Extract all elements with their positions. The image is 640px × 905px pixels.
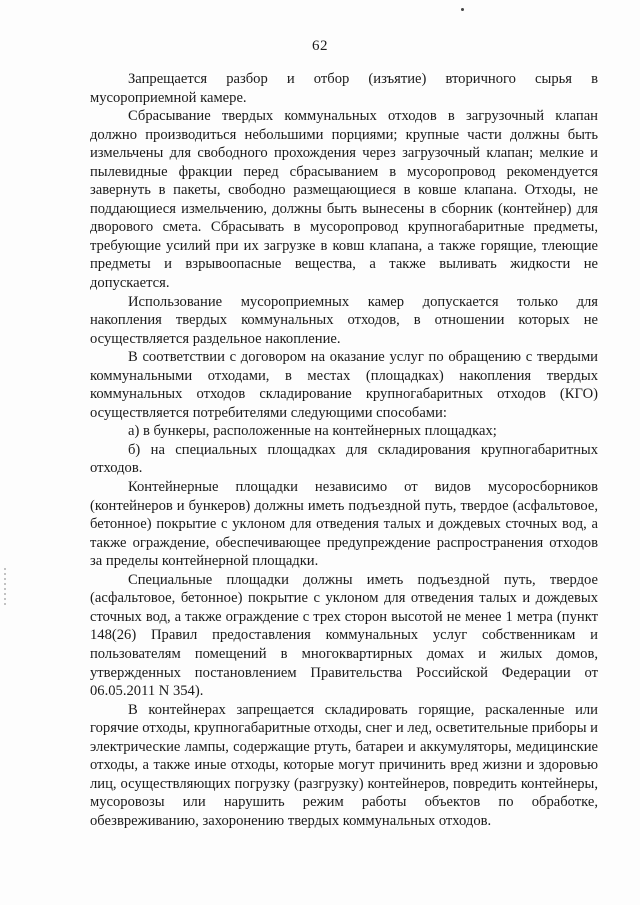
paragraph-special-sites: Специальные площадки должны иметь подъездной путь, твердое (асфальтовое, бетонное) покрытие с уклоном для отведения талых и дождевых сточных вод, а также ограждение с трех сторон высотой не менее 1 метра (пункт 148(26) Правил предоставления коммунальных услуг собственникам и пользователям помещений в многоквартирных домах и жилых домов, утвержденных постановлением Правительства Российской Федерации от 06.05.2011 N 354). (90, 571, 598, 700)
paragraph-disposal-rules: Сбрасывание твердых коммунальных отходов в загрузочный клапан должно производиться небольшими порциями; крупные части должны быть измельчены для свободного прохождения через загрузочный клапан; мелкие и пылевидные фракции перед сбрасыванием в мусоропровод рекомендуется завернуть в пакеты, свободно размещающиеся в ковше клапана. Отходы, не поддающиеся измельчению, должны быть вынесены в сборник (контейнер) для дворового смета. Сбрасывать в мусоропровод крупногабаритные предметы, требующие усилий при их загрузке в ковш клапана, а также горящие, тлеющие предметы и взрывоопасные вещества, а также выливать жидкости не допускается. (90, 108, 598, 292)
scan-dot-mark (461, 8, 464, 11)
paragraph-sorting-prohibited: Запрещается разбор и отбор (изъятие) вторичного сырья в мусороприемной камере. (90, 71, 598, 106)
list-item-a: а) в бункеры, расположенные на контейнерных площадках; (128, 423, 497, 440)
paragraph-chamber-usage: Использование мусороприемных камер допускается только для накопления твердых коммунальных отходов, в отношении которых не осуществляется раздельное накопление. (90, 293, 598, 347)
paragraph-container-prohibitions: В контейнерах запрещается складировать горящие, раскаленные или горячие отходы, крупногабаритные отходы, снег и лед, осветительные приборы и электрические лампы, содержащие ртуть, батареи и аккумуляторы, медицинские отходы, а также иные отходы, которые могут причинить вред жизни и здоровью лиц, осуществляющих погрузку (разгрузку) контейнеров, повредить контейнеры, мусоровозы или нарушить режим работы объектов по обработке, обезвреживанию, захоронению твердых коммунальных отходов. (90, 701, 598, 829)
page-number: 62 (312, 38, 328, 54)
document-body (90, 70, 598, 830)
list-item-b: б) на специальных площадках для складирования крупногабаритных отходов. (90, 441, 598, 477)
scan-margin-mark (4, 568, 6, 608)
paragraph-bulky-waste-methods: В соответствии с договором на оказание услуг по обращению с твердыми коммунальными отходами, в местах (площадках) накопления твердых коммунальных отходов складирование крупногабаритных отходов (КГО) осуществляется потребителями следующими способами: (90, 349, 598, 421)
paragraph-container-sites: Контейнерные площадки независимо от видов мусоросборников (контейнеров и бункеров) должны иметь подъездной путь, твердое (асфальтовое, бетонное) покрытие с уклоном для отведения талых и дождевых сточных вод, а также ограждение, обеспечивающее предупреждение распространения отходов за пределы контейнерной площадки. (90, 479, 598, 570)
